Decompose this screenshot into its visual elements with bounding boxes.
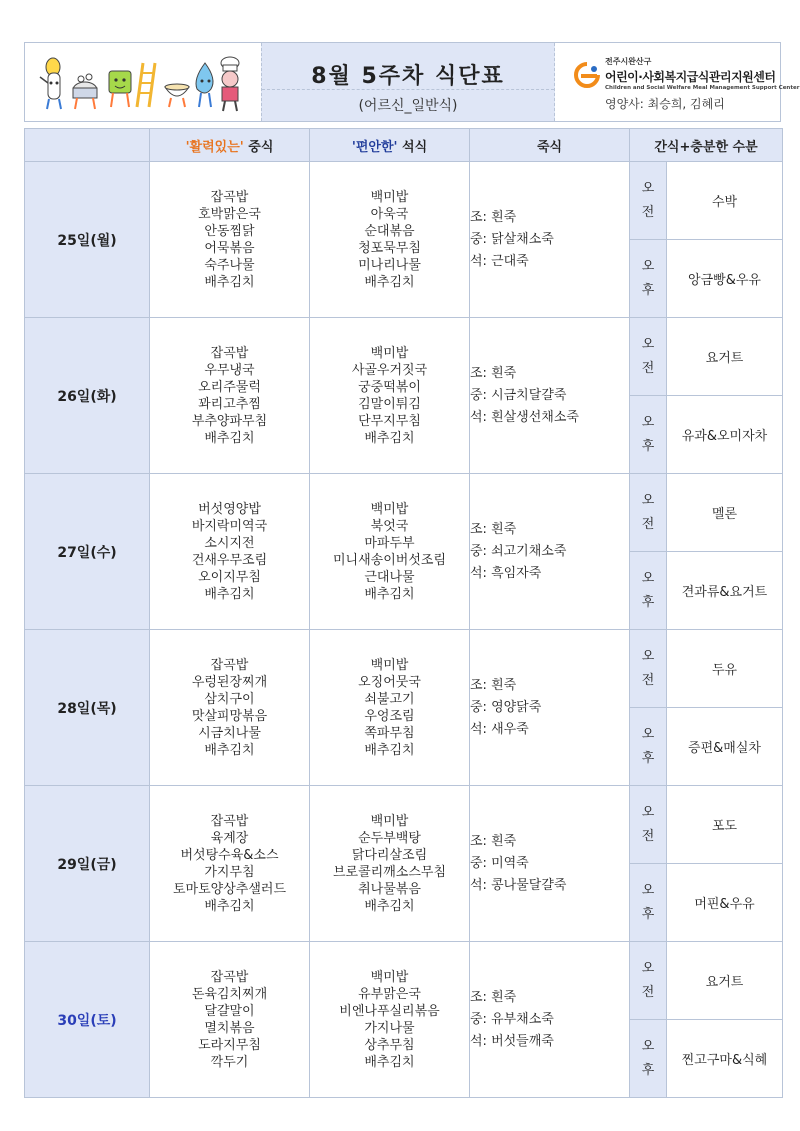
snack-pm: 찐고구마&식혜 — [667, 1020, 783, 1098]
snack-am: 수박 — [667, 162, 783, 240]
lunch-dish: 버섯영양밥 — [198, 501, 261, 517]
time-char: 전 — [641, 360, 655, 376]
dinner-dish: 쪽파무침 — [364, 725, 415, 741]
time-char: 오 — [641, 570, 655, 586]
header-lunch — [150, 129, 310, 162]
porridge-item: 중: 영양닭죽 — [470, 699, 542, 715]
organization-block — [553, 43, 800, 121]
porridge-item: 조: 흰죽 — [470, 365, 517, 381]
dinner-dish: 백미밥 — [370, 501, 409, 517]
lunch-dish: 가지무침 — [204, 864, 255, 880]
time-char: 전 — [641, 672, 655, 688]
lunch-dish: 잡곡밥 — [210, 969, 249, 985]
time-char: 전 — [641, 204, 655, 220]
lunch-dish: 부추양파무침 — [191, 413, 268, 429]
dinner-dish: 백미밥 — [370, 969, 409, 985]
lunch-dish: 오이지무침 — [198, 569, 261, 585]
lunch-dish: 시금치나물 — [198, 725, 261, 741]
time-label-am — [630, 942, 667, 1020]
lunch-dish: 숙주나물 — [204, 257, 255, 273]
snack-am: 두유 — [667, 630, 783, 708]
header-dinner-word: 석식 — [397, 139, 428, 155]
lunch-dish: 건새우무조림 — [191, 552, 268, 568]
time-char: 오 — [641, 336, 655, 352]
time-char: 오 — [641, 804, 655, 820]
time-label-am — [630, 474, 667, 552]
porridge-menu-cell — [470, 786, 630, 942]
lunch-dish: 배추김치 — [204, 898, 255, 914]
dinner-menu-cell — [310, 786, 470, 942]
lunch-dish: 맛살피망볶음 — [191, 708, 268, 724]
time-char: 오 — [641, 960, 655, 976]
dinner-dish: 취나물볶음 — [358, 881, 421, 897]
dinner-dish: 백미밥 — [370, 813, 409, 829]
dinner-dish: 우엉조림 — [364, 708, 415, 724]
dinner-menu-cell — [310, 630, 470, 786]
lunch-menu-cell — [150, 786, 310, 942]
time-label-am — [630, 630, 667, 708]
porridge-menu-cell — [470, 942, 630, 1098]
lunch-menu-cell — [150, 630, 310, 786]
header-day — [25, 129, 150, 162]
dinner-dish: 순두부백탕 — [358, 830, 421, 846]
lunch-dish: 육계장 — [210, 830, 249, 846]
lunch-dish: 잡곡밥 — [210, 657, 249, 673]
time-char: 후 — [641, 1062, 655, 1078]
porridge-menu-cell — [470, 318, 630, 474]
lunch-dish: 우렁된장찌개 — [191, 674, 268, 690]
time-label-pm — [630, 240, 667, 318]
title-divider — [262, 89, 554, 90]
dinner-dish: 궁중떡볶이 — [358, 379, 421, 395]
time-char: 오 — [641, 258, 655, 274]
page-subtitle: (어르신_일반식) — [358, 98, 458, 114]
dinner-dish: 배추김치 — [364, 430, 415, 446]
dinner-menu-cell — [310, 942, 470, 1098]
time-char: 후 — [641, 750, 655, 766]
porridge-item: 조: 흰죽 — [470, 521, 517, 537]
chef-character-icon — [221, 57, 239, 111]
lunch-dish: 도라지무침 — [198, 1037, 261, 1053]
lunch-dish: 안동찜닭 — [204, 223, 255, 239]
day-row — [25, 630, 783, 708]
lunch-dish: 잡곡밥 — [210, 345, 249, 361]
snack-am: 멜론 — [667, 474, 783, 552]
time-char: 후 — [641, 594, 655, 610]
lunch-dish: 호박맑은국 — [198, 206, 261, 222]
dinner-dish: 순대볶음 — [364, 223, 415, 239]
menu-header — [24, 42, 800, 122]
porridge-item: 석: 근대죽 — [470, 253, 529, 269]
dinner-dish: 사골우거짓국 — [351, 362, 428, 378]
dinner-dish: 근대나물 — [364, 569, 415, 585]
lunch-menu-cell — [150, 942, 310, 1098]
day-label: 28일(목) — [25, 630, 150, 786]
center-logo-icon — [573, 61, 601, 89]
porridge-item: 석: 흰살생선채소죽 — [470, 409, 579, 425]
lunch-dish: 꽈리고추찜 — [198, 396, 261, 412]
time-char: 오 — [641, 180, 655, 196]
day-row — [25, 786, 783, 864]
snack-pm: 견과류&요거트 — [667, 552, 783, 630]
time-char: 전 — [641, 828, 655, 844]
time-label-pm — [630, 864, 667, 942]
time-char: 오 — [641, 648, 655, 664]
porridge-menu-cell — [470, 162, 630, 318]
time-char: 오 — [641, 882, 655, 898]
time-char: 오 — [641, 492, 655, 508]
time-char: 전 — [641, 984, 655, 1000]
lunch-dish: 삼치구이 — [204, 691, 255, 707]
snack-pm: 유과&오미자차 — [667, 396, 783, 474]
porridge-menu-cell — [470, 474, 630, 630]
lunch-dish: 배추김치 — [204, 586, 255, 602]
dinner-dish: 유부맑은국 — [358, 986, 421, 1002]
lunch-menu-cell — [150, 318, 310, 474]
dinner-dish: 가지나물 — [364, 1020, 415, 1036]
page-title: 8월 5주차 식단표 — [311, 64, 505, 89]
time-label-am — [630, 318, 667, 396]
drop-character-icon — [196, 63, 213, 107]
day-row — [25, 942, 783, 1020]
dinner-dish: 백미밥 — [370, 657, 409, 673]
lunch-dish: 깍두기 — [210, 1054, 249, 1070]
lunch-dish: 바지락미역국 — [191, 518, 268, 534]
day-label: 26일(화) — [25, 318, 150, 474]
dinner-dish: 비엔나푸실리볶음 — [339, 1003, 440, 1019]
time-label-am — [630, 162, 667, 240]
time-char: 후 — [641, 438, 655, 454]
porridge-item: 석: 새우죽 — [470, 721, 529, 737]
snack-am: 요거트 — [667, 318, 783, 396]
menu-table-body — [25, 162, 783, 1098]
chef-characters-illustration — [25, 43, 261, 121]
dinner-dish: 마파두부 — [364, 535, 415, 551]
time-char: 오 — [641, 1038, 655, 1054]
lunch-dish: 배추김치 — [204, 430, 255, 446]
porridge-item: 석: 콩나물달걀죽 — [470, 877, 567, 893]
dinner-dish: 배추김치 — [364, 274, 415, 290]
time-char: 오 — [641, 726, 655, 742]
time-label-am — [630, 786, 667, 864]
porridge-item: 중: 쇠고기채소죽 — [470, 543, 567, 559]
lunch-dish: 어묵볶음 — [204, 240, 255, 256]
porridge-menu-cell — [470, 630, 630, 786]
header-porridge: 죽식 — [470, 129, 630, 162]
dinner-dish: 상추무침 — [364, 1037, 415, 1053]
dinner-dish: 배추김치 — [364, 742, 415, 758]
cup-character-icon — [109, 71, 131, 107]
header-dinner — [310, 129, 470, 162]
org-name-english: Children and Social Welfare Meal Management Support Center — [605, 85, 800, 91]
porridge-item: 중: 시금치달걀죽 — [470, 387, 567, 403]
lunch-dish: 버섯탕수육&소스 — [180, 847, 279, 863]
header-lunch-quote: '활력있는' — [185, 139, 244, 155]
dinner-dish: 브로콜리깨소스무침 — [332, 864, 447, 880]
dinner-dish: 백미밥 — [370, 345, 409, 361]
time-char: 후 — [641, 282, 655, 298]
dinner-menu-cell — [310, 162, 470, 318]
ladder-character-icon — [137, 63, 155, 107]
porridge-item: 중: 미역죽 — [470, 855, 529, 871]
lunch-dish: 잡곡밥 — [210, 813, 249, 829]
snack-am: 포도 — [667, 786, 783, 864]
snack-am: 요거트 — [667, 942, 783, 1020]
day-row — [25, 474, 783, 552]
table-header-row — [25, 129, 783, 162]
bowl-character-icon — [165, 84, 189, 107]
snack-pm: 증편&매실차 — [667, 708, 783, 786]
dietitian-names: 영양사: 최승희, 김혜리 — [605, 97, 725, 111]
day-label: 30일(토) — [25, 942, 150, 1098]
org-district: 전주시완산구 — [605, 57, 652, 66]
lunch-dish: 멸치볶음 — [204, 1020, 255, 1036]
dinner-dish: 오징어뭇국 — [358, 674, 421, 690]
dinner-dish: 미나리나물 — [358, 257, 421, 273]
time-char: 전 — [641, 516, 655, 532]
day-label: 27일(수) — [25, 474, 150, 630]
dinner-dish: 아욱국 — [370, 206, 409, 222]
pot-character-icon — [73, 74, 97, 109]
dinner-dish: 백미밥 — [370, 189, 409, 205]
header-lunch-word: 중식 — [243, 139, 274, 155]
menu-table — [24, 128, 783, 1098]
dinner-dish: 단무지무침 — [358, 413, 421, 429]
lunch-dish: 잡곡밥 — [210, 189, 249, 205]
snack-pm: 앙금빵&우유 — [667, 240, 783, 318]
time-label-pm — [630, 396, 667, 474]
time-label-pm — [630, 708, 667, 786]
lunch-dish: 달걀말이 — [204, 1003, 255, 1019]
day-label: 29일(금) — [25, 786, 150, 942]
title-block — [261, 43, 555, 121]
time-char: 오 — [641, 414, 655, 430]
dinner-dish: 쇠불고기 — [364, 691, 415, 707]
dinner-dish: 배추김치 — [364, 898, 415, 914]
time-char: 후 — [641, 906, 655, 922]
porridge-item: 석: 흑임자죽 — [470, 565, 542, 581]
dinner-dish: 배추김치 — [364, 586, 415, 602]
day-row — [25, 162, 783, 240]
dinner-dish: 배추김치 — [364, 1054, 415, 1070]
dinner-menu-cell — [310, 474, 470, 630]
header-snack: 간식+충분한 수분 — [630, 129, 783, 162]
lunch-dish: 오리주물럭 — [198, 379, 261, 395]
lunch-dish: 소시지전 — [204, 535, 255, 551]
dinner-menu-cell — [310, 318, 470, 474]
lunch-dish: 토마토양상추샐러드 — [172, 881, 287, 897]
porridge-item: 조: 흰죽 — [470, 677, 517, 693]
porridge-item: 중: 유부채소죽 — [470, 1011, 554, 1027]
time-label-pm — [630, 552, 667, 630]
dinner-dish: 닭다리살조림 — [351, 847, 428, 863]
dinner-dish: 김말이튀김 — [358, 396, 421, 412]
porridge-item: 중: 닭살채소죽 — [470, 231, 554, 247]
porridge-item: 조: 흰죽 — [470, 989, 517, 1005]
snack-pm: 머핀&우유 — [667, 864, 783, 942]
lunch-dish: 배추김치 — [204, 274, 255, 290]
porridge-item: 석: 버섯들깨죽 — [470, 1033, 554, 1049]
lunch-dish: 돈육김치찌개 — [191, 986, 268, 1002]
dinner-dish: 북엇국 — [370, 518, 409, 534]
org-name: 어린이·사회복지급식관리지원센터 — [605, 70, 776, 84]
dinner-dish: 미니새송이버섯조림 — [332, 552, 447, 568]
day-label: 25일(월) — [25, 162, 150, 318]
lunch-menu-cell — [150, 162, 310, 318]
lunch-dish: 배추김치 — [204, 742, 255, 758]
header-dinner-quote: '편안한' — [351, 139, 398, 155]
porridge-item: 조: 흰죽 — [470, 833, 517, 849]
porridge-item: 조: 흰죽 — [470, 209, 517, 225]
lunch-menu-cell — [150, 474, 310, 630]
time-label-pm — [630, 1020, 667, 1098]
dinner-dish: 청포묵무침 — [358, 240, 421, 256]
lunch-dish: 우무냉국 — [204, 362, 255, 378]
bottle-character-icon — [40, 58, 61, 109]
day-row — [25, 318, 783, 396]
